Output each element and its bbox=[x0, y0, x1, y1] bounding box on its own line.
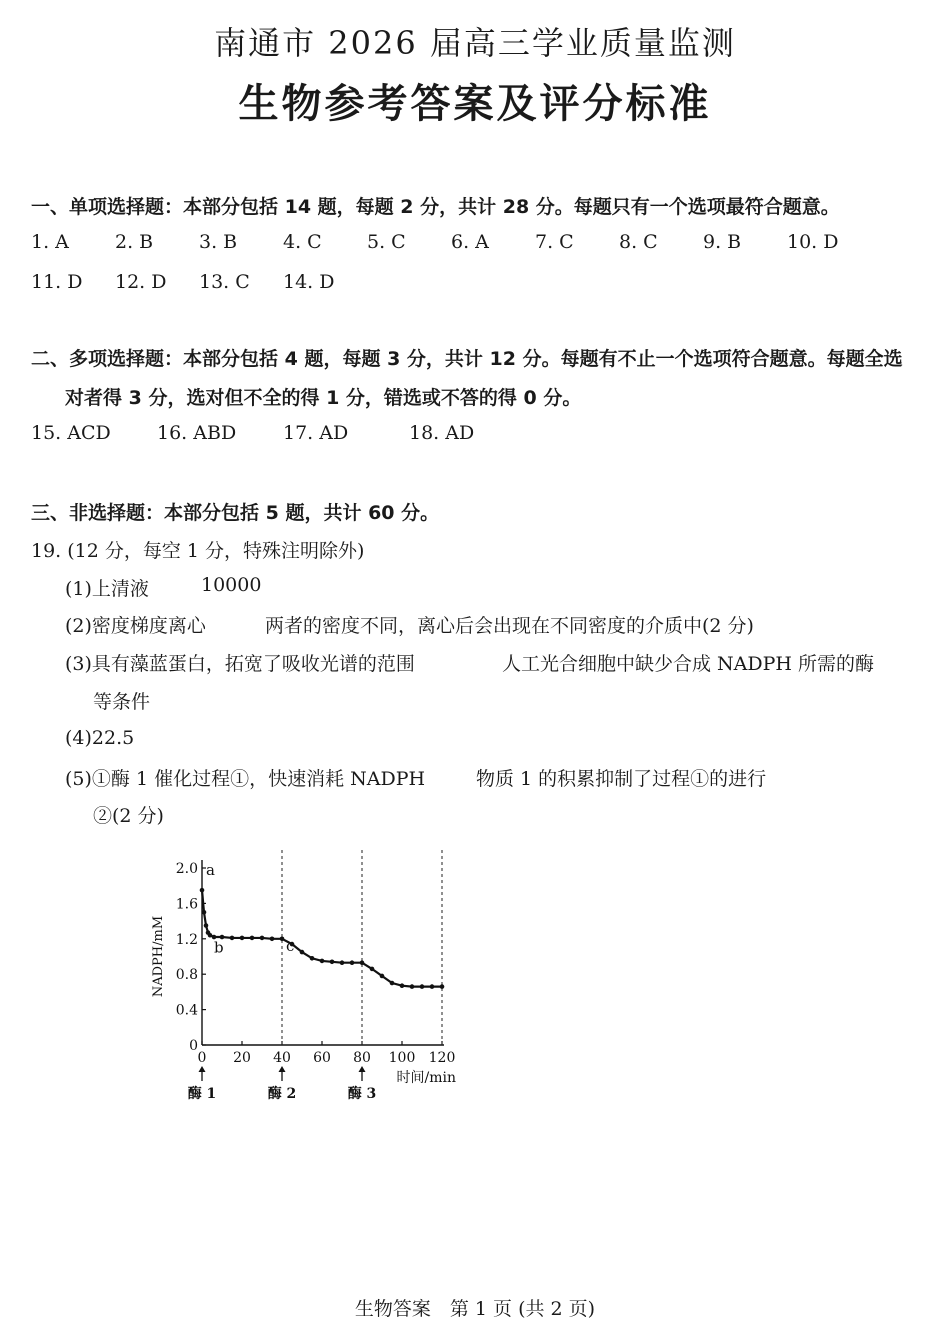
data-point bbox=[270, 937, 275, 942]
q19-3-cont: 等条件 bbox=[93, 691, 151, 713]
q19-5-answer: (5)①酶 1 催化过程①，快速消耗 NADPH bbox=[65, 768, 426, 790]
answer-item: 7. C bbox=[535, 231, 574, 253]
answer-item: 14. D bbox=[283, 271, 335, 293]
answer-item: 17. AD bbox=[283, 422, 349, 444]
y-tick-label: 1.2 bbox=[175, 931, 198, 948]
q19-3-reason: 人工光合细胞中缺少合成 NADPH 所需的酶 bbox=[502, 653, 875, 675]
data-point bbox=[380, 974, 385, 979]
enzyme-label: 酶 3 bbox=[347, 1086, 377, 1102]
section3-heading: 三、非选择题：本部分包括 5 题，共计 60 分。 bbox=[31, 502, 440, 524]
page-title: 南通市 2026 届高三学业质量监测 bbox=[214, 24, 736, 62]
q19-header: 19. (12 分，每空 1 分，特殊注明除外) bbox=[31, 540, 365, 562]
answer-item: 6. A bbox=[451, 231, 489, 253]
data-point bbox=[350, 960, 355, 965]
answer-item: 9. B bbox=[703, 231, 742, 253]
answer-item: 4. C bbox=[283, 231, 322, 253]
y-tick-label: 1.6 bbox=[175, 896, 198, 913]
x-axis-label: 时间/min bbox=[396, 1070, 456, 1086]
data-point bbox=[360, 960, 365, 965]
data-point bbox=[320, 959, 325, 964]
q19-1-answer: (1)上清液 bbox=[65, 578, 149, 600]
point-label-b: b bbox=[214, 938, 224, 957]
x-tick-label: 100 bbox=[388, 1050, 416, 1066]
x-tick-label: 0 bbox=[197, 1050, 207, 1066]
nadph-series-line bbox=[202, 890, 442, 986]
data-point bbox=[370, 967, 375, 972]
data-point bbox=[420, 984, 425, 989]
data-point bbox=[208, 933, 213, 938]
answer-item: 1. A bbox=[31, 231, 69, 253]
x-tick-label: 120 bbox=[428, 1050, 456, 1066]
point-label-c: c bbox=[286, 936, 295, 955]
answer-item: 10. D bbox=[787, 231, 839, 253]
page-subtitle: 生物参考答案及评分标准 bbox=[238, 81, 712, 127]
y-tick-label: 2.0 bbox=[175, 861, 198, 877]
q19-2-answer: (2)密度梯度离心 bbox=[65, 615, 206, 637]
data-point bbox=[260, 936, 265, 941]
answer-item: 15. ACD bbox=[31, 422, 111, 444]
section2-heading: 二、多项选择题：本部分包括 4 题，每题 3 分，共计 12 分。每题有不止一个选项符合题意。每题全选 bbox=[31, 348, 903, 370]
nadph-chart bbox=[140, 838, 480, 1108]
y-tick-label: 0 bbox=[189, 1038, 198, 1054]
data-point bbox=[204, 923, 209, 928]
section2-heading-cont: 对者得 3 分，选对但不全的得 1 分，错选或不答的得 0 分。 bbox=[65, 387, 582, 409]
data-point bbox=[410, 984, 415, 989]
answer-item: 12. D bbox=[115, 271, 167, 293]
data-point bbox=[280, 937, 285, 942]
data-point bbox=[202, 910, 207, 915]
q19-1-value: 10000 bbox=[201, 574, 262, 596]
enzyme-arrow-head bbox=[199, 1066, 206, 1072]
answer-item: 3. B bbox=[199, 231, 238, 253]
data-point bbox=[430, 984, 435, 989]
page-footer: 生物答案 第 1 页 (共 2 页) bbox=[354, 1298, 596, 1320]
q19-5-reason: 物质 1 的积累抑制了过程①的进行 bbox=[476, 768, 767, 790]
answer-item: 2. B bbox=[115, 231, 154, 253]
enzyme-arrow-head bbox=[279, 1066, 286, 1072]
enzyme-label: 酶 1 bbox=[187, 1086, 217, 1102]
answer-item: 8. C bbox=[619, 231, 658, 253]
data-point bbox=[250, 936, 255, 941]
data-point bbox=[240, 936, 245, 941]
point-label-a: a bbox=[206, 860, 215, 879]
answer-item: 11. D bbox=[31, 271, 83, 293]
y-tick-label: 0.4 bbox=[175, 1002, 198, 1019]
q19-5-part2: ②(2 分) bbox=[93, 805, 164, 827]
data-point bbox=[400, 983, 405, 988]
answer-item: 16. ABD bbox=[157, 422, 237, 444]
data-point bbox=[300, 950, 305, 955]
data-point bbox=[440, 984, 445, 989]
data-point bbox=[390, 981, 395, 986]
x-tick-label: 60 bbox=[313, 1050, 331, 1066]
y-tick-label: 0.8 bbox=[175, 967, 198, 984]
data-point bbox=[330, 960, 335, 965]
q19-4-answer: (4)22.5 bbox=[65, 727, 135, 749]
answer-item: 5. C bbox=[367, 231, 406, 253]
x-tick-label: 40 bbox=[273, 1050, 291, 1066]
data-point bbox=[230, 936, 235, 941]
answer-item: 18. AD bbox=[409, 422, 475, 444]
data-point bbox=[200, 888, 205, 893]
answer-item: 13. C bbox=[199, 271, 250, 293]
data-point bbox=[310, 956, 315, 961]
q19-2-reason: 两者的密度不同，离心后会出现在不同密度的介质中(2 分) bbox=[265, 615, 754, 637]
x-tick-label: 20 bbox=[233, 1050, 251, 1066]
enzyme-arrow-head bbox=[359, 1066, 366, 1072]
y-axis-label: NADPH/mM bbox=[151, 915, 166, 998]
section1-heading: 一、单项选择题：本部分包括 14 题，每题 2 分，共计 28 分。每题只有一个选项最符合题意。 bbox=[31, 196, 840, 218]
x-tick-label: 80 bbox=[353, 1050, 371, 1066]
data-point bbox=[340, 960, 345, 965]
enzyme-label: 酶 2 bbox=[267, 1086, 297, 1102]
q19-3-answer: (3)具有藻蓝蛋白，拓宽了吸收光谱的范围 bbox=[65, 653, 415, 675]
